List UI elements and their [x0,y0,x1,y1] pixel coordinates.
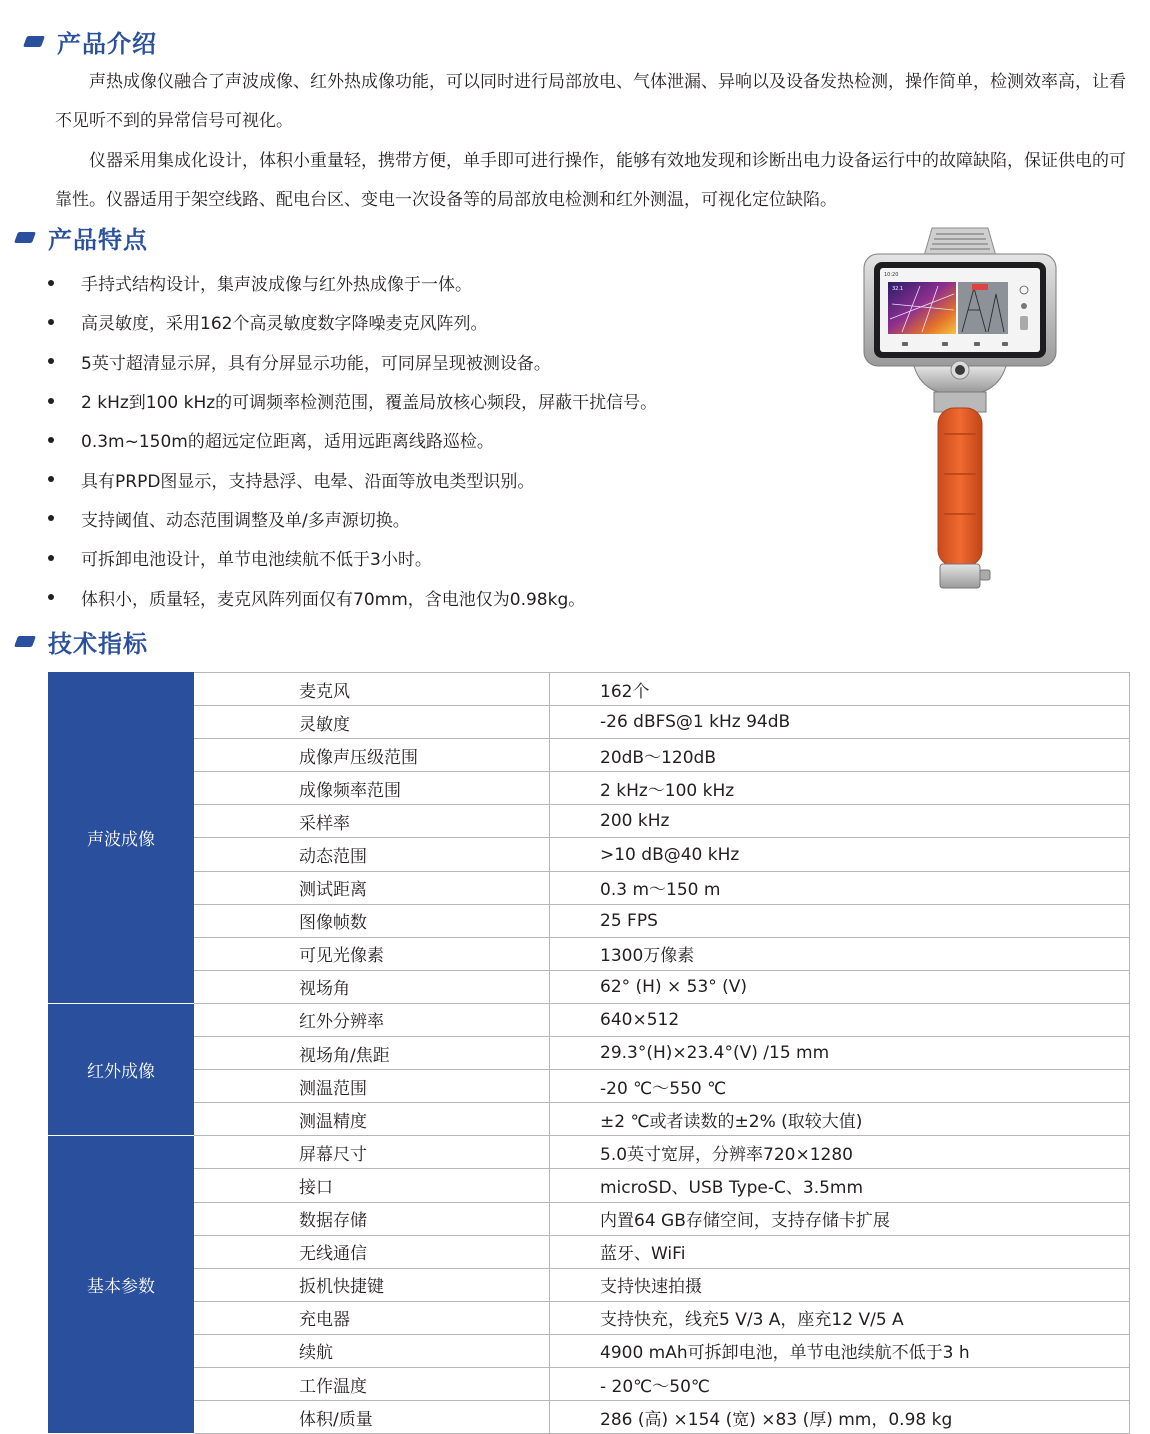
bullet-icon [48,594,54,600]
feature-item [48,342,828,381]
spec-param-value: 25 FPS [550,904,1130,937]
spec-param-name: 体积/质量 [194,1401,550,1434]
intro-paragraph-1: 声热成像仪融合了声波成像、红外热成像功能，可以同时进行局部放电、气体泄漏、异响以及设备发热检测，操作简单，检测效率高，让看不见听不到的异常信号可视化。 [55,72,1126,131]
feature-text: 具有PRPD图显示，支持悬浮、电晕、沿面等放电类型识别。 [81,471,535,492]
bullet-icon [48,476,54,482]
feature-text: 体积小，质量轻，麦克风阵列面仅有70mm，含电池仅为0.98kg。 [81,589,586,610]
spec-row [49,772,1130,805]
orange-grip [938,408,982,566]
spec-param-value: 200 kHz [550,805,1130,838]
bullet-icon [48,555,54,561]
feature-list [48,263,828,617]
spec-param-value: 支持快充，线充5 V/3 A，座充12 V/5 A [550,1301,1130,1334]
spec-param-name: 图像帧数 [194,904,550,937]
bullet-icon [48,515,54,521]
spec-param-name: 视场角 [194,970,550,1003]
spec-row [49,1070,1130,1103]
feature-item [48,263,828,302]
spec-param-name: 成像声压级范围 [194,739,550,772]
section-title-intro: 产品介绍 [57,30,157,58]
spec-param-value: 支持快速拍摄 [550,1268,1130,1301]
intro-paragraph-2: 仪器采用集成化设计，体积小重量轻，携带方便，单手即可进行操作，能够有效地发现和诊断出电力设备运行中的故障缺陷，保证供电的可靠性。仪器适用于架空线路、配电台区、变电一次设备等的局部放电检测和红外测温，可视化定位缺陷。 [55,151,1126,210]
battery-cap [940,564,980,588]
product-image [862,224,1058,596]
spec-row [49,937,1130,970]
spec-param-name: 工作温度 [194,1367,550,1400]
spec-row [49,1103,1130,1136]
feature-text: 0.3m~150m的超远定位距离，适用远距离线路巡检。 [81,432,494,453]
bullet-icon [48,358,54,364]
spec-param-value: 640×512 [550,1003,1130,1036]
spec-row [49,1367,1130,1400]
spec-param-name: 接口 [194,1169,550,1202]
alert-marker [972,284,988,290]
spec-param-value: -20 ℃～550 ℃ [550,1070,1130,1103]
section-marker-icon [14,636,36,647]
feature-text: 5英寸超清显示屏，具有分屏显示功能，可同屏呈现被测设备。 [81,353,551,374]
feature-item [48,420,828,459]
section-marker-icon [14,232,36,243]
spec-row [49,1334,1130,1367]
spec-row [49,706,1130,739]
spec-param-value: 162个 [550,673,1130,706]
spec-table [48,672,1130,1434]
thermal-readout: 32.1 [892,286,904,292]
spec-param-value: 20dB～120dB [550,739,1130,772]
spec-row [49,1268,1130,1301]
spec-param-name: 采样率 [194,805,550,838]
spec-param-name: 动态范围 [194,838,550,871]
spec-param-value: 1300万像素 [550,937,1130,970]
spec-param-value: 0.3 m～150 m [550,871,1130,904]
spec-group-label: 声波成像 [49,673,194,1004]
feature-text: 高灵敏度，采用162个高灵敏度数字降噪麦克风阵列。 [81,314,488,335]
spec-param-value: 29.3°(H)×23.4°(V) /15 mm [550,1037,1130,1070]
spec-row [49,673,1130,706]
spec-param-name: 视场角/焦距 [194,1037,550,1070]
spec-row [49,871,1130,904]
feature-text: 可拆卸电池设计，单节电池续航不低于3小时。 [81,550,432,571]
spec-param-value: 5.0英寸宽屏，分辨率720×1280 [550,1136,1130,1169]
spec-param-name: 续航 [194,1334,550,1367]
spec-param-name: 无线通信 [194,1235,550,1268]
spec-row [49,805,1130,838]
spec-param-name: 扳机快捷键 [194,1268,550,1301]
spec-row [49,838,1130,871]
section-heading-intro [25,24,157,59]
spec-param-value: microSD、USB Type-C、3.5mm [550,1169,1130,1202]
bullet-icon [48,437,54,443]
section-title-features: 产品特点 [48,226,148,254]
bullet-icon [48,280,54,286]
feature-item [48,538,828,577]
spec-row [49,1136,1130,1169]
feature-item [48,381,828,420]
spec-param-value: 内置64 GB存储空间，支持存储卡扩展 [550,1202,1130,1235]
bullet-icon [48,398,54,404]
spec-param-name: 红外分辨率 [194,1003,550,1036]
spec-row [49,1401,1130,1434]
spec-param-value: 4900 mAh可拆卸电池，单节电池续航不低于3 h [550,1334,1130,1367]
spec-param-value: 286 (高) ×154 (宽) ×83 (厚) mm，0.98 kg [550,1401,1130,1434]
spec-param-name: 可见光像素 [194,937,550,970]
section-heading-features [16,220,148,255]
feature-item [48,499,828,538]
spec-param-name: 灵敏度 [194,706,550,739]
spec-param-value: 62° (H) × 53° (V) [550,970,1130,1003]
spec-row [49,1169,1130,1202]
spec-row [49,1003,1130,1036]
spec-param-name: 测温范围 [194,1070,550,1103]
feature-item [48,459,828,498]
spec-param-name: 测试距离 [194,871,550,904]
feature-item [48,577,828,616]
section-heading-specs [16,624,148,659]
spec-param-name: 测温精度 [194,1103,550,1136]
spec-group-label: 红外成像 [49,1003,194,1135]
spec-param-name: 充电器 [194,1301,550,1334]
feature-text: 支持阈值、动态范围调整及单/多声源切换。 [81,510,410,531]
microphone-array [924,228,996,256]
spec-param-name: 数据存储 [194,1202,550,1235]
spec-row [49,1235,1130,1268]
spec-param-value: ±2 ℃或者读数的±2% (取较大值) [550,1103,1130,1136]
spec-row [49,739,1130,772]
section-title-specs: 技术指标 [48,630,148,658]
spec-row [49,1037,1130,1070]
battery-latch [980,570,990,580]
spec-row [49,1202,1130,1235]
spec-row [49,1301,1130,1334]
spec-group-label: 基本参数 [49,1136,194,1434]
section-marker-icon [23,36,45,47]
feature-text: 手持式结构设计，集声波成像与红外热成像于一体。 [81,275,472,296]
screen-status-time: 10:20 [884,272,899,278]
camera-lens-core [955,365,965,375]
spec-row [49,970,1130,1003]
spec-param-value: 蓝牙、WiFi [550,1235,1130,1268]
spec-param-name: 屏幕尺寸 [194,1136,550,1169]
spec-param-value: 2 kHz～100 kHz [550,772,1130,805]
spec-param-value: >10 dB@40 kHz [550,838,1130,871]
spec-param-name: 成像频率范围 [194,772,550,805]
spec-row [49,904,1130,937]
spec-table-body [49,673,1130,1434]
bullet-icon [48,319,54,325]
spec-param-value: - 20℃～50℃ [550,1367,1130,1400]
spec-param-name: 麦克风 [194,673,550,706]
feature-item [48,302,828,341]
spec-param-value: -26 dBFS@1 kHz 94dB [550,706,1130,739]
feature-text: 2 kHz到100 kHz的可调频率检测范围，覆盖局放核心频段，屏蔽干扰信号。 [81,393,658,414]
